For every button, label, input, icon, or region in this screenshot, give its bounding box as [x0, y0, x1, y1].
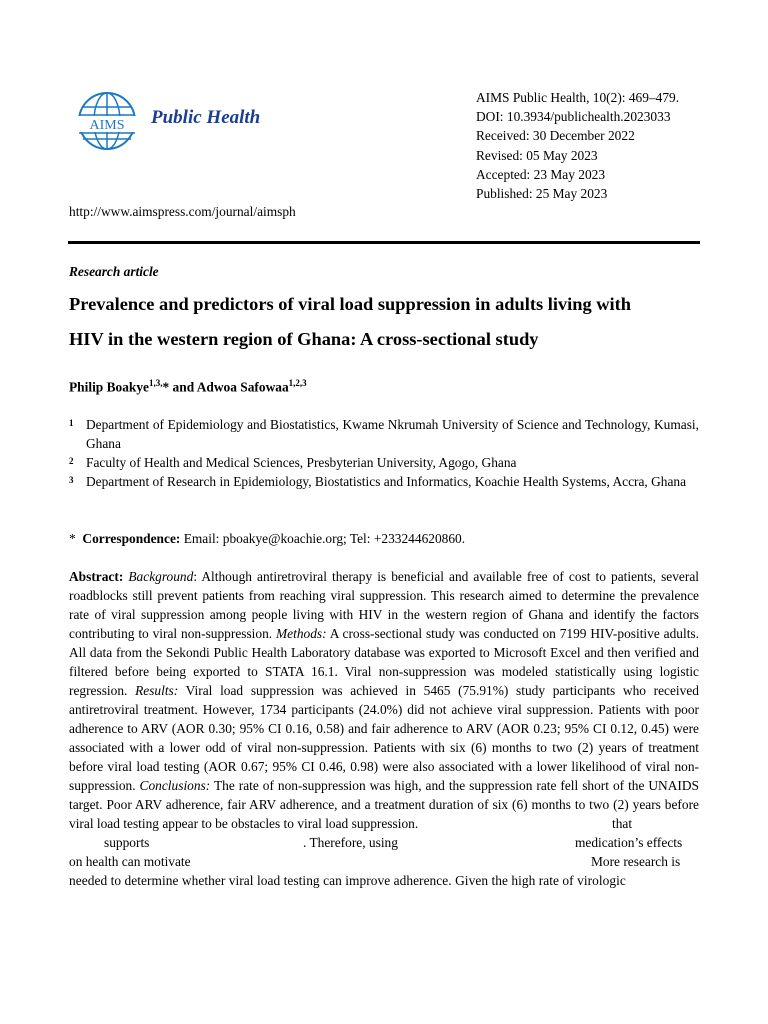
conclusions-text: The rate of non-suppression was high, and the suppression rate fell short of the UNAIDS target. Poor ARV adherence, fair ARV adherence, and a treatment duration of six (6) months to two (2) years before viral load testing appear to be obstacles to viral load suppression.: [69, 778, 699, 831]
methods-text: A cross-sectional study was conducted on 7199 HIV-positive adults. All data from the Sekondi Public Health Laboratory database was exported to Microsoft Excel and then verified and filtered before being exported to STATA 16.1. Viral non-suppression was modeled statistically using logistic regression.: [69, 626, 699, 698]
author-affil-sup: 1,2,3: [288, 378, 307, 388]
background-label: Background: [128, 569, 194, 584]
conclusions-label: Conclusions:: [139, 778, 211, 793]
abstract: [69, 567, 699, 890]
abstract-last-line: needed to determine whether viral load testing can improve adherence. Given the high rate of virologic: [69, 873, 626, 888]
affiliation-number: 1: [69, 418, 74, 428]
meta-published: Published: 25 May 2023: [476, 186, 608, 202]
methods-label: Methods:: [276, 626, 327, 641]
correspondence-star: *: [69, 531, 76, 546]
affiliations: [69, 415, 699, 491]
affiliation-number: 3: [69, 475, 74, 485]
abstract-fragment-line: [69, 852, 699, 871]
background-text: : Although antiretroviral therapy is beneficial and available free of cost to patients, several roadblocks still prevent patients from reaching viral suppression. This research aimed to determine the prevalence rate of viral suppression among people living with HIV in the western region of Ghana and identify the factors contributing to viral non-suppression.: [69, 569, 699, 641]
publication-meta: [476, 88, 679, 203]
corresponding-mark: *: [162, 379, 170, 395]
results-text: Viral load suppression was achieved in 5465 (75.91%) study participants who received antiretroviral treatment. However, 1734 participants (24.0%) did not achieve viral suppression. Patients with poor adherence to ARV (AOR 0.30; 95% CI 0.16, 0.58) and fair adherence to ARV (AOR 0.23; 95% CI 0.12, 0.45) were associated with a lower odd of viral non-suppression. Patients with six (6) months to two (2) years of treatment before viral load testing (AOR 0.67; 95% CI 0.46, 0.98) were also associated with a lower likelihood of viral non-suppression.: [69, 683, 699, 793]
svg-text:AIMS: AIMS: [89, 118, 125, 133]
aims-logo: [76, 90, 138, 152]
affiliation-text: Department of Research in Epidemiology, Biostatistics and Informatics, Koachie Health Systems, Accra, Ghana: [86, 474, 687, 489]
meta-revised: Revised: 05 May 2023: [476, 147, 598, 163]
affiliation-number: 2: [69, 456, 74, 466]
meta-citation: AIMS Public Health, 10(2): 469–479.: [476, 90, 680, 105]
author-name: Adwoa Safowaa: [196, 379, 289, 395]
correspondence: [69, 531, 465, 547]
header-divider: [68, 241, 700, 244]
correspondence-contact[interactable]: Email: pboakye@koachie.org; Tel: +233244620860.: [180, 531, 466, 546]
author-list: [69, 378, 307, 395]
results-label: Results:: [135, 683, 179, 698]
author-affil-sup: 1,3,: [149, 378, 163, 388]
title-line-2: HIV in the western region of Ghana: A cross-sectional study: [69, 329, 539, 349]
author-join: and: [169, 379, 197, 395]
abstract-fragment-line: [69, 833, 699, 852]
abstract-fragment: . Therefore, using: [303, 835, 398, 850]
abstract-fragment: that: [612, 816, 633, 831]
journal-name: Public Health: [151, 107, 261, 128]
article-title: [69, 287, 709, 357]
journal-url[interactable]: http://www.aimspress.com/journal/aimsph: [69, 204, 296, 219]
author-name: Philip Boakye: [69, 379, 149, 395]
abstract-fragment: More research is: [591, 854, 681, 869]
meta-doi[interactable]: DOI: 10.3934/publichealth.2023033: [476, 109, 671, 125]
affiliation-text: Department of Epidemiology and Biostatistics, Kwame Nkrumah University of Science and Technology, Kumasi, Ghana: [86, 417, 699, 451]
article-type: Research article: [69, 264, 159, 279]
correspondence-label: Correspondence:: [82, 531, 181, 546]
meta-accepted: Accepted: 23 May 2023: [476, 166, 606, 182]
meta-received: Received: 30 December 2022: [476, 128, 635, 144]
title-line-1: Prevalence and predictors of viral load suppression in adults living with: [69, 294, 632, 314]
globe-icon: [76, 90, 138, 152]
affiliation-item: [69, 472, 699, 491]
affiliation-item: [69, 453, 699, 472]
abstract-fragment: on health can motivate: [69, 854, 191, 869]
abstract-fragment: supports: [104, 835, 150, 850]
abstract-body: [69, 567, 699, 833]
affiliation-text: Faculty of Health and Medical Sciences, Presbyterian University, Agogo, Ghana: [86, 455, 517, 470]
affiliation-item: [69, 415, 699, 453]
abstract-label: Abstract:: [69, 569, 124, 584]
abstract-fragment: medication’s effects: [575, 835, 683, 850]
